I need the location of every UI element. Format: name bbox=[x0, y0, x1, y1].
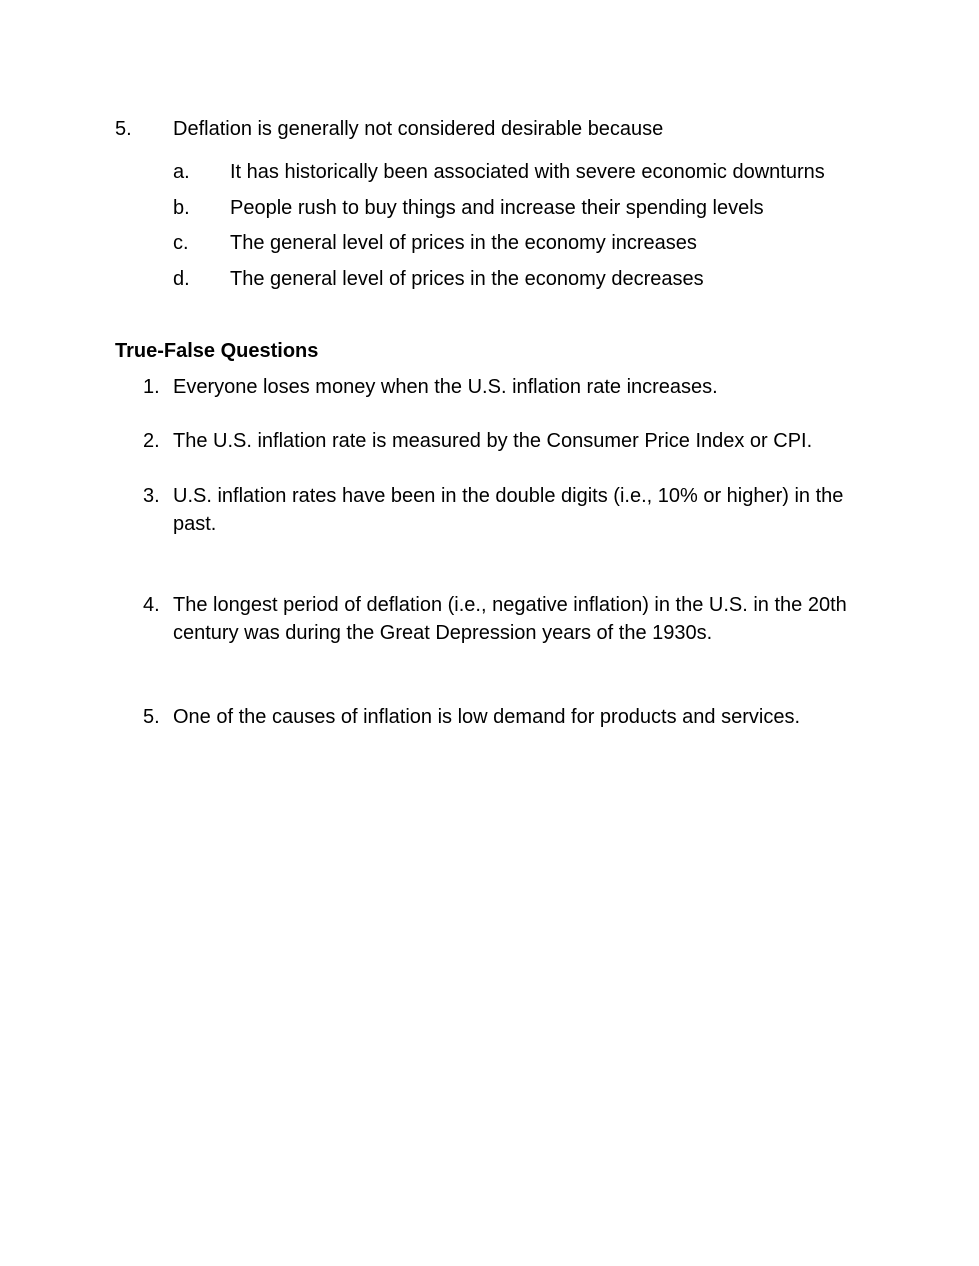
item-number: 4. bbox=[143, 594, 160, 616]
item-text: The longest period of deflation (i.e., negative inflation) in the U.S. in the 20th century was during the Great Depression years of the 1930s. bbox=[173, 594, 847, 644]
item-number: 3. bbox=[143, 485, 160, 507]
option-letter: b. bbox=[173, 196, 190, 219]
item-number: 1. bbox=[143, 376, 160, 398]
answer-option-b bbox=[115, 195, 875, 221]
option-letter: d. bbox=[173, 267, 190, 290]
option-text: The general level of prices in the economy increases bbox=[230, 232, 697, 254]
answer-option-c bbox=[115, 230, 875, 256]
question-stem bbox=[115, 116, 875, 142]
section-heading: True-False Questions bbox=[115, 340, 319, 362]
option-letter: a. bbox=[173, 161, 190, 183]
item-text: Everyone loses money when the U.S. inflation rate increases. bbox=[173, 376, 718, 398]
multiple-choice-question bbox=[115, 116, 875, 301]
answer-option-d bbox=[115, 266, 875, 292]
option-text: It has historically been associated with severe economic downturns bbox=[230, 161, 825, 183]
answer-options bbox=[115, 159, 875, 292]
question-number: 5. bbox=[115, 118, 132, 140]
option-text: The general level of prices in the economy decreases bbox=[230, 267, 704, 290]
answer-option-a bbox=[115, 159, 875, 185]
option-text: People rush to buy things and increase their spending levels bbox=[230, 196, 764, 219]
item-number: 2. bbox=[143, 430, 160, 452]
item-text: One of the causes of inflation is low demand for products and services. bbox=[173, 706, 801, 728]
item-text: U.S. inflation rates have been in the double digits (i.e., 10% or higher) in the past. bbox=[173, 485, 844, 535]
item-number: 5. bbox=[143, 706, 160, 728]
item-text: The U.S. inflation rate is measured by the Consumer Price Index or CPI. bbox=[173, 430, 813, 452]
option-letter: c. bbox=[173, 232, 189, 254]
question-text: Deflation is generally not considered desirable because bbox=[173, 118, 664, 140]
